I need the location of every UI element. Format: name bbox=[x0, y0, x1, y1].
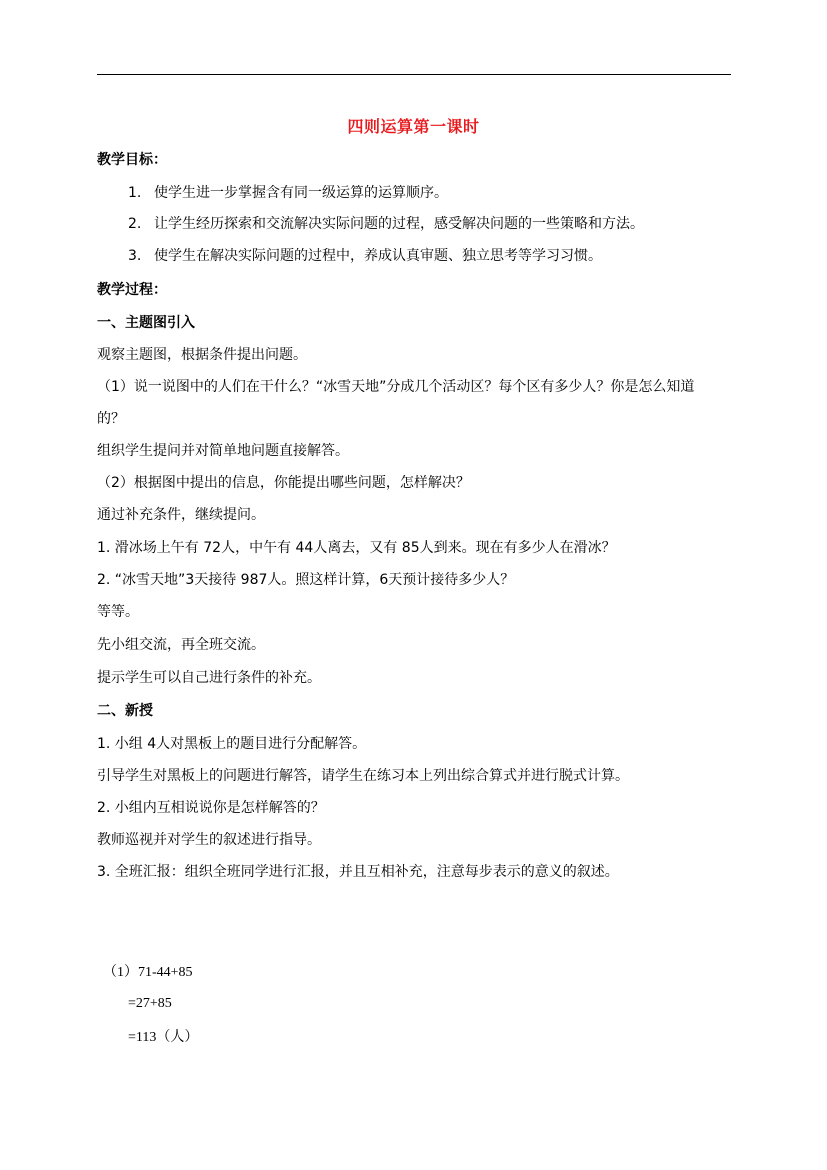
paragraph: 引导学生对黑板上的问题进行解答，请学生在练习本上列出综合算式并进行脱式计算。 bbox=[97, 768, 629, 784]
goal-number: 2. bbox=[128, 216, 142, 232]
paragraph: 3. 全班汇报：组织全班同学进行汇报，并且互相补充，注意每步表示的意义的叙述。 bbox=[97, 864, 619, 880]
paragraph: 2. 小组内互相说说你是怎样解答的？ bbox=[97, 800, 325, 816]
paragraph: 先小组交流，再全班交流。 bbox=[97, 637, 265, 653]
paragraph: 组织学生提问并对简单地问题直接解答。 bbox=[97, 443, 349, 459]
paragraph: 观察主题图，根据条件提出问题。 bbox=[97, 347, 307, 363]
paragraph: 的？ bbox=[97, 411, 125, 427]
goal-text: 使学生进一步掌握含有同一级运算的运算顺序。 bbox=[154, 185, 448, 201]
section1-heading: 一、主题图引入 bbox=[97, 315, 195, 331]
page-title: 四则运算第一课时 bbox=[347, 117, 480, 136]
calc-expression: （1）71-44+85 bbox=[103, 965, 193, 980]
calc-step: =27+85 bbox=[128, 996, 172, 1011]
goal-item bbox=[128, 246, 602, 266]
goal-number: 1. bbox=[128, 185, 142, 201]
paragraph: 教师巡视并对学生的叙述进行指导。 bbox=[97, 832, 321, 848]
paragraph: 等等。 bbox=[97, 604, 139, 620]
calc-result: =113（人） bbox=[128, 1030, 199, 1045]
paragraph: 2. “冰雪天地”3天接待 987人。照这样计算，6天预计接待多少人？ bbox=[97, 572, 515, 588]
header-rule bbox=[97, 74, 731, 75]
paragraph: 提示学生可以自己进行条件的补充。 bbox=[97, 670, 321, 686]
section2-heading: 二、新授 bbox=[97, 703, 153, 719]
goal-text: 使学生在解决实际问题的过程中，养成认真审题、独立思考等学习习惯。 bbox=[154, 248, 602, 264]
goal-text: 让学生经历探索和交流解决实际问题的过程，感受解决问题的一些策略和方法。 bbox=[154, 216, 644, 232]
paragraph: （2）根据图中提出的信息，你能提出哪些问题，怎样解决？ bbox=[97, 475, 470, 491]
process-heading: 教学过程： bbox=[97, 282, 167, 298]
paragraph: 1. 小组 4人对黑板上的题目进行分配解答。 bbox=[97, 736, 367, 752]
goal-item bbox=[128, 183, 448, 203]
paragraph: 通过补充条件，继续提问。 bbox=[97, 507, 265, 523]
goal-number: 3. bbox=[128, 248, 142, 264]
goal-item bbox=[128, 214, 644, 234]
paragraph: （1）说一说图中的人们在干什么？“冰雪天地”分成几个活动区？每个区有多少人？你是怎么知道 bbox=[97, 379, 695, 395]
paragraph: 1. 滑冰场上午有 72人，中午有 44人离去，又有 85人到来。现在有多少人在滑冰？ bbox=[97, 540, 616, 556]
goals-heading: 教学目标： bbox=[97, 152, 167, 168]
